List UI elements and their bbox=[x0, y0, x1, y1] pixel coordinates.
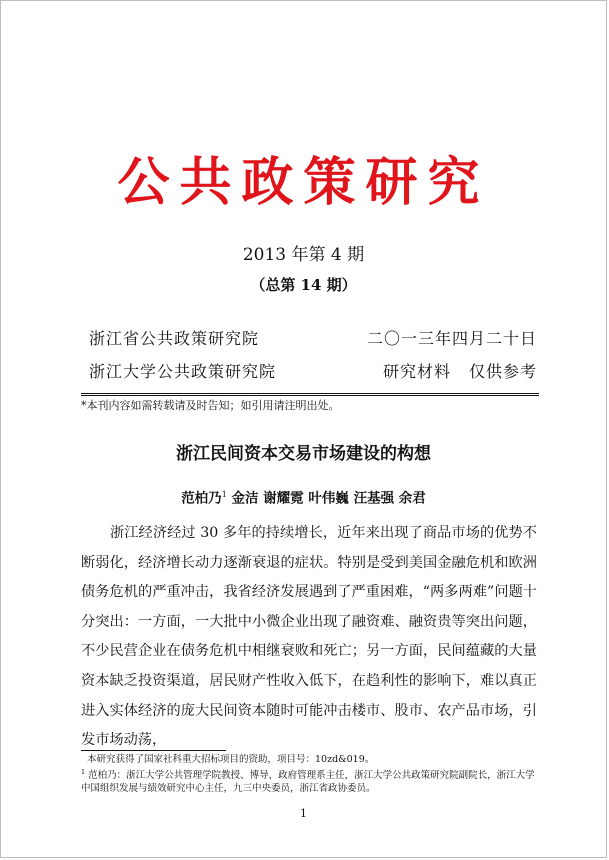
publisher-org-1: 浙江省公共政策研究院 bbox=[89, 329, 260, 348]
author-footnote-marker: 1 bbox=[81, 768, 86, 776]
article-title: 浙江民间资本交易市场建设的构想 bbox=[176, 444, 431, 464]
article-body: 浙江经济经过 30 多年的持续增长，近年来出现了商品市场的优势不断弱化，经济增长动力逐渐衰退的症状。特别是受到美国金融危机和欧洲债务危机的严重冲击，我省经济发展遇到了严重困难，“两多两难”问题十分突出：一方面，一大批中小微企业出现了融资难、融资贵等突出问题，不少民营企业在债务危机中相继衰败和死亡；另一方面，民间蕴藏的大量资本缺乏投资渠道，居民财产性收入低下，在趋利性的影响下，难以真正进入实体经济的庞大民间资本随时可能冲击楼市、股市、农产品市场，引发市场动荡， bbox=[81, 525, 537, 749]
issue-number: 2013 年第 4 期 bbox=[242, 245, 365, 265]
author-line bbox=[1, 486, 606, 508]
material-tags bbox=[383, 361, 537, 383]
header-divider bbox=[81, 393, 539, 396]
author-footnote-text: 范柏乃：浙江大学公共管理学院教授、博导，政府管理系主任，浙江大学公共政策研究院副院长，浙江大学中国组织发展与绩效研究中心主任，九三中央委员，浙江省政协委员。 bbox=[81, 770, 535, 795]
lead-author-footnote-marker: 1 bbox=[221, 490, 227, 499]
footnotes bbox=[81, 753, 541, 795]
publisher-org-2: 浙江大学公共政策研究院 bbox=[89, 362, 277, 381]
lead-author: 范柏乃 bbox=[181, 490, 222, 507]
page-number: 1 bbox=[300, 807, 307, 820]
funding-footnote: 本研究获得了国家社科重大招标项目的资助，项目号：10zd&019。 bbox=[87, 754, 375, 765]
issue-total-number: （总第 14 期） bbox=[250, 276, 357, 294]
journal-masthead: 公共政策研究 bbox=[117, 153, 490, 213]
publisher-row-1 bbox=[89, 328, 537, 350]
tag-reference-only: 仅供参考 bbox=[468, 362, 537, 381]
publisher-row-2 bbox=[89, 361, 537, 383]
author-footnote bbox=[81, 766, 541, 795]
publish-date: 二〇一三年四月二十日 bbox=[366, 329, 537, 348]
tag-research-material: 研究材料 bbox=[382, 362, 451, 381]
coauthors: 金洁 谢耀霓 叶伟巍 汪基强 余君 bbox=[231, 490, 426, 507]
reprint-notice: *本刊内容如需转载请及时告知；如引用请注明出处。 bbox=[81, 399, 340, 412]
footnote-divider bbox=[81, 750, 226, 751]
